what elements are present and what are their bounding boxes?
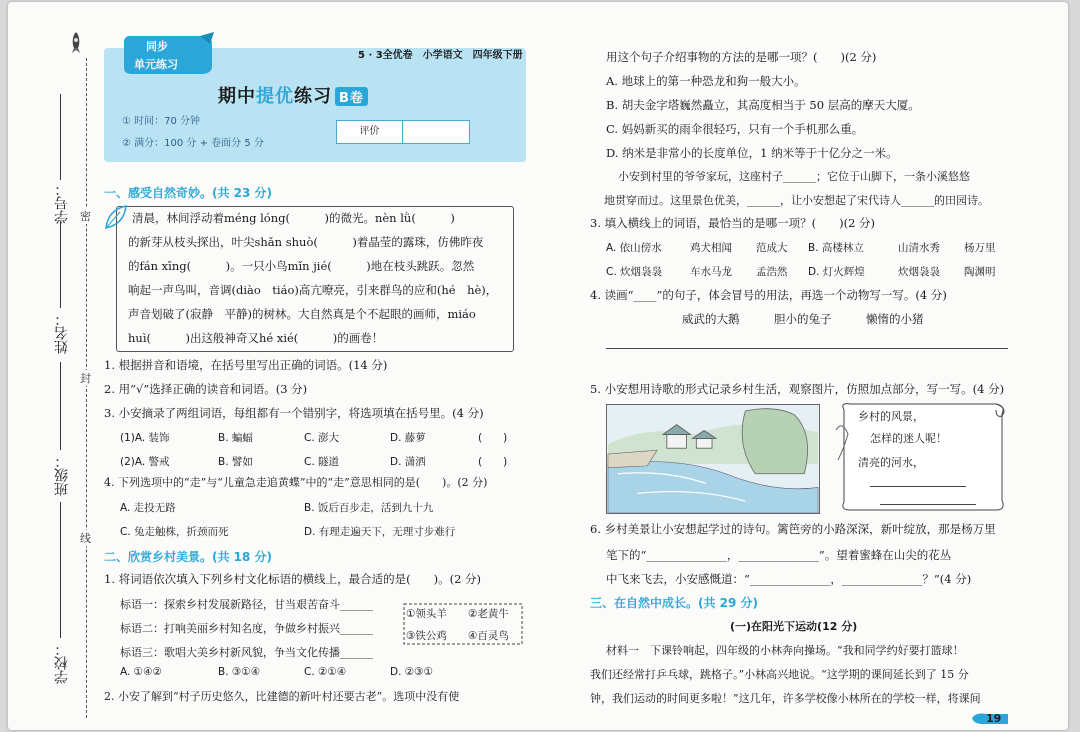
q3r-option-word: 孟浩然: [756, 266, 788, 278]
story-line: 地贯穿而过。这里景色优美，______，让小安想起了宋代诗人______的田园诗。: [604, 194, 989, 207]
mark-feng: 封: [80, 372, 91, 385]
leaf-icon: [102, 202, 132, 232]
question-2: 2. 用“√”选择正确的读音和词语。(3 分): [104, 382, 308, 396]
q3-option[interactable]: C. 澎大: [304, 432, 340, 444]
q3-answer-blank[interactable]: ( ): [478, 432, 508, 444]
q3-option[interactable]: (2)A. 警戒: [120, 456, 170, 468]
label-class: 班级：: [54, 454, 70, 496]
s2q1-option[interactable]: D. ②③①: [390, 666, 433, 678]
field-school[interactable]: [60, 502, 61, 638]
section-2-heading: 二、欣赏乡村美景。(共 18 分): [104, 550, 273, 564]
page-number: 19: [986, 712, 1002, 725]
question-6-line: 笔下的“______________，______________”。望着蜜蜂在山尖的花丛: [606, 548, 952, 562]
book-series: 5 · 3全优卷 小学语文 四年级下册: [358, 50, 523, 61]
material-line: 我们还经常打乒乓球，跳格子。”小林高兴地说。“这学期的课间延长到了 15 分: [590, 668, 969, 681]
title-highlight: 提优: [256, 86, 294, 107]
village-river-illustration: [606, 404, 820, 514]
time-limit: ① 时间：70 分钟: [122, 116, 201, 127]
section-1-heading: 一、感受自然奇妙。(共 23 分): [104, 186, 273, 200]
q3r-option[interactable]: A. 依山傍水: [606, 242, 662, 254]
question-3-right: 3. 填入横线上的词语，最恰当的是哪一项？( )(2 分): [590, 216, 876, 230]
material-line: 材料一 下课铃响起，四年级的小林奔向操场。“我和同学约好要打篮球！: [606, 644, 964, 657]
mark-mi: 密: [80, 210, 91, 223]
title-badge: B卷: [335, 87, 368, 106]
q2-option[interactable]: B. 胡夫金字塔巍然矗立，其高度相当于 50 层高的摩天大厦。: [606, 98, 920, 112]
q3r-option[interactable]: C. 炊烟袅袅: [606, 266, 663, 278]
q3-option[interactable]: D. 藤萝: [390, 432, 426, 444]
slogan-line: 标语一：探索乡村发展新路径，甘当艰苦奋斗______: [120, 598, 373, 611]
q3r-option-word: 炊烟袅袅: [898, 266, 940, 278]
q3-option[interactable]: (1)A. 装饰: [120, 432, 170, 444]
q2-option[interactable]: A. 地球上的第一种恐龙和狗一般大小。: [606, 74, 806, 88]
label-student-id: 学号：: [54, 182, 70, 224]
passage-line: 清晨，林间浮动着méng lóng( )的微光。nèn lǜ( ): [132, 211, 455, 225]
animal-choice[interactable]: 胆小的兔子: [774, 312, 832, 326]
q2-option[interactable]: C. 妈妈新买的雨伞很轻巧，只有一个手机那么重。: [606, 122, 864, 136]
q4-option[interactable]: D. 有理走遍天下，无理寸步难行: [304, 526, 456, 538]
evaluation-label: 评价: [337, 121, 403, 143]
word-choice: ④百灵鸟: [468, 630, 509, 642]
word-choice: ①领头羊: [406, 608, 447, 620]
label-name: 姓名：: [54, 312, 70, 354]
question-3: 3. 小安摘录了两组词语，每组都有一个错别字，将选项填在括号里。(4 分): [104, 406, 484, 420]
q3r-option-word: 陶渊明: [964, 266, 996, 278]
q3-option[interactable]: B. 蝙蝠: [218, 432, 253, 444]
question-5-right: 5. 小安想用诗歌的形式记录乡村生活，观察图片，仿照加点部分，写一写。(4 分): [590, 382, 1005, 396]
q3r-option-word: 车水马龙: [690, 266, 732, 278]
page-title: [218, 82, 368, 108]
field-student-id[interactable]: [60, 94, 61, 180]
label-school: 学校：: [54, 642, 70, 684]
q3-answer-blank[interactable]: ( ): [478, 456, 508, 468]
q3r-option[interactable]: B. 高楼林立: [808, 242, 864, 254]
passage-line: 响起一声鸟叫，音调(diào tiáo)高亢嘹亮，引来群鸟的应和(hé hè)，: [128, 283, 498, 297]
word-choice: ③铁公鸡: [406, 630, 447, 642]
passage-line: 的新芽从枝头探出，叶尖shǎn shuò( )着晶莹的露珠，仿佛昨夜: [128, 235, 484, 249]
s2q1-option[interactable]: C. ②①④: [304, 666, 347, 678]
story-line: 小安到村里的爷爷家玩，这座村子______；它位于山脚下，一条小溪悠悠: [618, 170, 970, 183]
question-6-line: 中飞来飞去，小安感慨道：“______________，______________？”(4 分): [606, 572, 972, 586]
q3r-option-word: 范成大: [756, 242, 788, 254]
q4-option[interactable]: C. 兔走触株，折颈而死: [120, 526, 229, 538]
q3r-option-word: 杨万里: [964, 242, 996, 254]
animal-choice[interactable]: 懒惰的小猪: [866, 312, 924, 326]
binding-strip: [8, 2, 94, 730]
title-post: 练习: [294, 86, 332, 107]
section-3-heading: 三、在自然中成长。(共 29 分): [590, 596, 759, 610]
tag-line-1: 同步: [146, 40, 168, 53]
poem-line: 乡村的风景，: [858, 410, 924, 423]
title-pre: 期中: [218, 86, 256, 107]
question-6-right: 6. 乡村美景让小安想起学过的诗句。篱笆旁的小路深深，新叶绽放，那是杨万里: [590, 522, 996, 536]
subsection-heading: (一)在阳光下运动(12 分): [730, 620, 858, 633]
q4-option[interactable]: A. 走投无路: [120, 502, 176, 514]
animal-choice[interactable]: 威武的大鹅: [682, 312, 740, 326]
field-name[interactable]: [60, 222, 61, 308]
total-score: ② 满分：100 分 + 卷面分 5 分: [122, 138, 264, 149]
passage-line: 声音划破了(寂静 平静)的树林。大自然真是个不起眼的画师，miáo: [128, 307, 476, 321]
word-choice: ②老黄牛: [468, 608, 509, 620]
evaluation-field[interactable]: [404, 121, 470, 143]
question-4-right: 4. 读画“____”的句子，体会冒号的用法，再选一个动物写一写。(4 分): [590, 288, 947, 302]
q3-option[interactable]: B. 譬如: [218, 456, 253, 468]
section-2-question-2: 2. 小安了解到“村子历史悠久，比建德的新叶村还要古老”。选项中没有使: [104, 690, 460, 703]
passage-line: 的fán xīng( )。一只小鸟mǐn jié( )地在枝头跳跃。忽然: [128, 259, 475, 273]
poem-answer-line[interactable]: [870, 486, 966, 487]
passage-line: huì( )出这般神奇又hé xié( )的画卷！: [128, 331, 384, 345]
tag-line-2: 单元练习: [134, 58, 178, 71]
q4-option[interactable]: B. 饭后百步走，活到九十九: [304, 502, 434, 514]
material-line: 钟，我们运动的时间更多啦！”这几年，许多学校像小林所在的学校一样，将课间: [590, 692, 981, 705]
question-4: 4. 下列选项中的“走”与“儿童急走追黄蝶”中的“走”意思相同的是( )。(2 分): [104, 476, 488, 489]
q3r-option-word: 山清水秀: [898, 242, 940, 254]
poem-answer-line[interactable]: [880, 504, 976, 505]
poem-line: 怎样的迷人呢！: [870, 432, 947, 445]
q2-option[interactable]: D. 纳米是非常小的长度单位，1 纳米等于十亿分之一米。: [606, 146, 898, 160]
q3r-option[interactable]: D. 灯火辉煌: [808, 266, 865, 278]
worksheet-page: [8, 2, 1068, 730]
evaluation-box: [336, 120, 470, 144]
rocket-icon: [68, 32, 84, 54]
q3-option[interactable]: C. 隧道: [304, 456, 340, 468]
answer-line[interactable]: [606, 348, 1008, 349]
q3-option[interactable]: D. 潇洒: [390, 456, 426, 468]
poem-line: 清亮的河水，: [858, 456, 924, 469]
cut-line: [86, 58, 87, 718]
s2q1-option[interactable]: A. ①④②: [120, 666, 162, 678]
slogan-line: 标语三：歌唱大美乡村新风貌，争当文化传播______: [120, 646, 373, 659]
q3r-option-word: 鸡犬相闻: [690, 242, 732, 254]
slogan-line: 标语二：打响美丽乡村知名度，争做乡村振兴______: [120, 622, 373, 635]
mark-xian: 线: [80, 532, 91, 545]
s2q1-option[interactable]: B. ③①④: [218, 666, 261, 678]
question-1: 1. 根据拼音和语境，在括号里写出正确的词语。(14 分): [104, 358, 388, 372]
q2-continued: 用这个句子介绍事物的方法的是哪一项？( )(2 分): [606, 50, 877, 64]
field-class[interactable]: [60, 362, 61, 450]
section-2-question-1: 1. 将词语依次填入下列乡村文化标语的横线上，最合适的是( )。(2 分): [104, 572, 482, 586]
